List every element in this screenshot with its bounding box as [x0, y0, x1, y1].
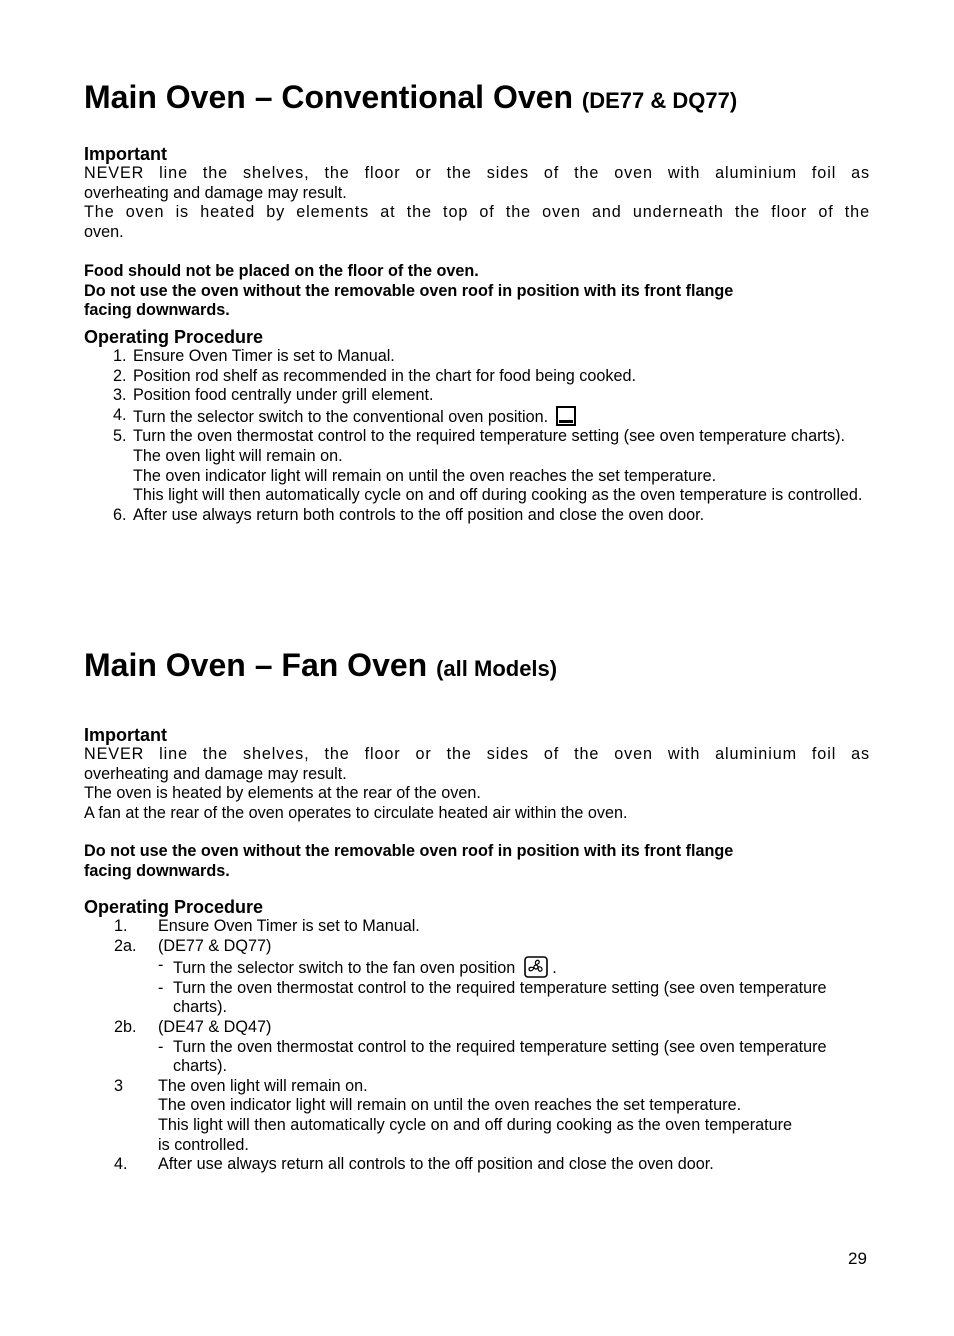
important-text: overheating and damage may result. — [84, 764, 347, 783]
important-block-2 — [84, 725, 870, 823]
list-item: 3 The oven light will remain on. The oven indicator light will remain on until the oven reaches the set temperature. This light will then automatically cycle on and off during cooking as the oven temperature is controlled. — [114, 1076, 793, 1154]
list-item: 1. Ensure Oven Timer is set to Manual. — [114, 917, 420, 935]
list-item: 1. Ensure Oven Timer is set to Manual. — [113, 347, 395, 365]
procedure-heading-2: Operating Procedure — [84, 897, 264, 917]
important-text: oven. — [84, 222, 124, 241]
warning-text: facing downwards. — [84, 301, 230, 320]
list-item: 2b. (DE47 & DQ47) - Turn the oven thermostat control to the required temperature setting (see oven temperature charts). — [114, 1017, 827, 1076]
important-heading: Important — [84, 725, 167, 745]
conventional-oven-symbol-icon — [556, 406, 576, 426]
important-text: NEVER line the shelves, the floor or the sides of the oven with aluminium foil as — [84, 164, 870, 182]
page-number: 29 — [848, 1249, 867, 1268]
section-title-fan: Main Oven – Fan Oven (all Models) — [84, 647, 558, 683]
important-text: The oven is heated by elements at the top of the oven and underneath the floor of the — [84, 203, 870, 222]
important-text: NEVER line the shelves, the floor or the sides of the oven with aluminium foil as — [84, 745, 870, 763]
list-item: 5. Turn the oven thermostat control to the required temperature setting (see oven temperature charts). The oven light will remain on. The oven indicator light will remain on until the oven reaches the set temperature. This light will then automatically cycle on and off during cooking as the oven temperature is controlled. — [113, 427, 863, 505]
warning-block-1 — [84, 262, 870, 321]
procedure-heading-1: Operating Procedure — [84, 327, 264, 347]
fan-oven-symbol-icon — [524, 956, 548, 978]
warning-text: Do not use the oven without the removable oven roof in position with its front flange — [84, 281, 734, 300]
list-item: 6. After use always return both controls to the off position and close the oven door. — [113, 505, 705, 524]
procedure-list-1 — [113, 347, 870, 525]
section-title-conventional: Main Oven – Conventional Oven (DE77 & DQ77) — [84, 79, 738, 115]
procedure-list-2 — [114, 917, 870, 1175]
list-item: 3. Position food centrally under grill element. — [113, 386, 434, 405]
warning-text: facing downwards. — [84, 861, 230, 880]
important-text: overheating and damage may result. — [84, 183, 347, 202]
list-item: 4. Turn the selector switch to the conventional oven position. — [113, 406, 870, 428]
important-block-1 — [84, 144, 870, 242]
list-item: 2a. (DE77 & DQ77) - Turn the selector switch to the fan oven position . - Turn the oven thermostat control to the required temperature setting (see oven temperature charts). — [114, 936, 827, 1017]
warning-text: Food should not be placed on the floor of the oven. — [84, 262, 479, 280]
important-heading: Important — [84, 144, 167, 164]
important-text: A fan at the rear of the oven operates to circulate heated air within the oven. — [84, 803, 628, 822]
list-item: 2. Position rod shelf as recommended in the chart for food being cooked. — [113, 366, 637, 385]
list-item: 4. After use always return all controls to the off position and close the oven door. — [114, 1155, 714, 1174]
warning-block-2 — [84, 842, 870, 881]
warning-text: Do not use the oven without the removable oven roof in position with its front flange — [84, 842, 734, 860]
important-text: The oven is heated by elements at the rear of the oven. — [84, 784, 481, 803]
